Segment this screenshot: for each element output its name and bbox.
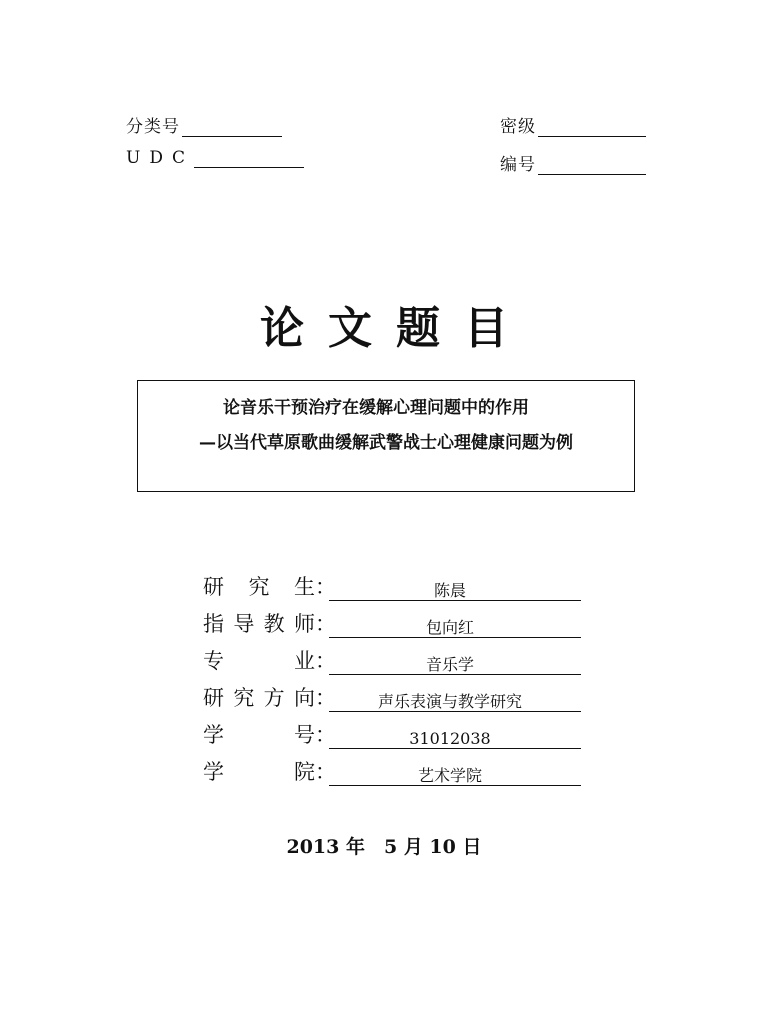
serial-number-row: [500, 150, 646, 175]
major-row: [203, 649, 581, 675]
page-title: 论文题目: [260, 303, 532, 354]
thesis-title-main: 论音乐干预治疗在缓解心理问题中的作用: [223, 398, 529, 418]
udc-blank: [194, 151, 304, 168]
research-direction-colon: ：: [315, 686, 336, 710]
udc-row: [126, 148, 304, 168]
research-direction-label: 研 究 方 向: [203, 686, 315, 710]
classification-number-row: [126, 112, 282, 137]
research-direction-value: 声乐表演与教学研究: [329, 692, 581, 712]
student-id-row: [203, 723, 581, 749]
student-id-label: 学 号: [203, 723, 315, 747]
submission-date: 2013 年 5 月 10 日: [286, 836, 482, 858]
advisor-label: 指 导 教 师: [203, 612, 315, 636]
college-row: [203, 760, 581, 786]
student-colon: ：: [315, 575, 336, 599]
major-colon: ：: [315, 649, 336, 673]
student-row: [203, 575, 581, 601]
major-value: 音乐学: [329, 655, 581, 675]
major-label: 专 业: [203, 649, 315, 673]
classification-number-label: 分类号: [126, 117, 180, 137]
student-id-colon: ：: [315, 723, 336, 747]
advisor-colon: ：: [315, 612, 336, 636]
thesis-title-box: [137, 380, 635, 492]
udc-label: UDC: [126, 148, 194, 168]
security-level-blank: [538, 120, 646, 137]
advisor-row: [203, 612, 581, 638]
college-value: 艺术学院: [329, 766, 581, 786]
serial-number-label: 编号: [500, 155, 536, 175]
student-value: 陈晨: [329, 581, 581, 601]
serial-number-blank: [538, 158, 646, 175]
college-label: 学 院: [203, 760, 315, 784]
research-direction-row: [203, 686, 581, 712]
security-level-label: 密级: [500, 117, 536, 137]
advisor-value: 包向红: [329, 618, 581, 638]
security-level-row: [500, 112, 646, 137]
classification-number-blank: [182, 120, 282, 137]
student-id-value: 31012038: [329, 729, 581, 749]
thesis-title-subtitle: —以当代草原歌曲缓解武警战士心理健康问题为例: [199, 433, 573, 453]
student-label: 研 究 生: [203, 575, 315, 599]
college-colon: ：: [315, 760, 336, 784]
